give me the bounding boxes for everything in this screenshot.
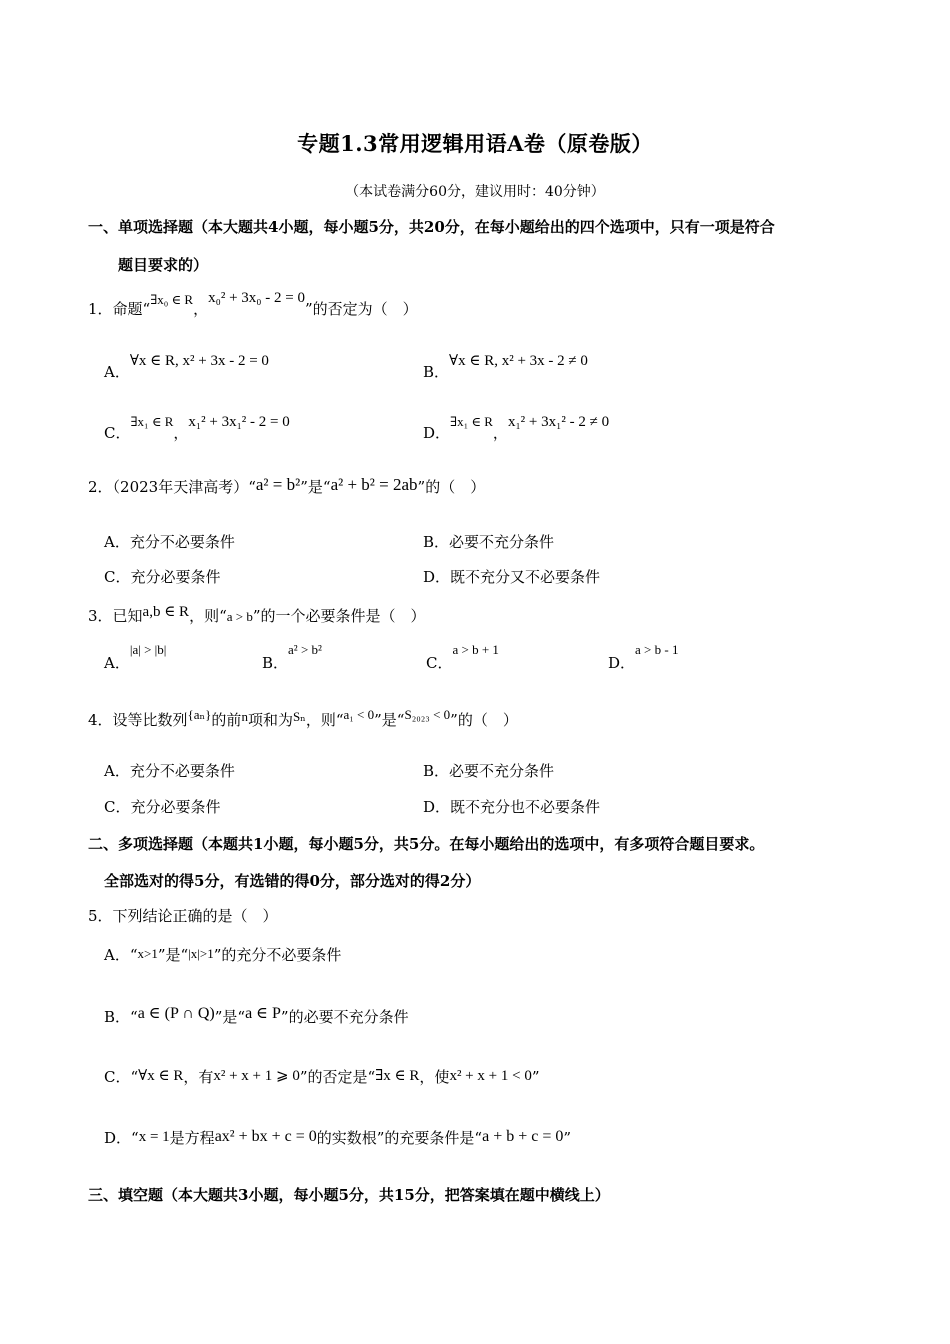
page-title: 专题1.3常用逻辑用语A卷（原卷版） bbox=[297, 131, 653, 156]
q5-option-a bbox=[104, 944, 341, 965]
q5-option-a-text-1: ”是“ bbox=[157, 946, 189, 964]
q2-option-a: A．充分不必要条件 bbox=[104, 533, 235, 551]
question-3 bbox=[88, 605, 426, 626]
q5-option-c-text-4: ” bbox=[531, 1068, 540, 1086]
question-1 bbox=[88, 290, 418, 319]
q5-option-d-text-2: 的实数根”的充要条件是“ bbox=[316, 1129, 483, 1147]
q1-option-d-math-1: ∃x₁ ∈ R bbox=[450, 414, 493, 429]
question-3-math-1: a,b ∈ R bbox=[142, 604, 190, 620]
question-4-p3: 项和为 bbox=[247, 711, 293, 729]
section2-heading: 二、多项选择题（本题共1小题，每小题5分，共5分。在每小题给出的选项中，有多项符合题目要求。 bbox=[88, 835, 765, 853]
q2-option-c: C．充分必要条件 bbox=[104, 568, 221, 586]
q1-option-d-label: D． bbox=[423, 424, 451, 442]
question-2-math-1: a² = b² bbox=[255, 475, 301, 494]
q1-option-a-math: ∀x ∈ R, x² + 3x - 2 = 0 bbox=[129, 353, 269, 369]
page-subtitle: （本试卷满分60分，建议用时：40分钟） bbox=[345, 184, 605, 200]
q5-option-c-math-1: ∀x ∈ R bbox=[138, 1068, 184, 1084]
question-1-prefix: 1．命题“ bbox=[88, 300, 151, 318]
q2-option-b: B．必要不充分条件 bbox=[423, 533, 555, 551]
question-4 bbox=[88, 709, 518, 730]
q3-option-a bbox=[104, 642, 167, 673]
q5-option-b-text-1: ”是“ bbox=[214, 1008, 246, 1026]
q3-option-d-math: a > b - 1 bbox=[635, 642, 679, 657]
q5-option-d-text-3: ” bbox=[563, 1129, 572, 1147]
question-4-p5: ”是“ bbox=[374, 711, 405, 729]
q1-option-b-label: B． bbox=[423, 363, 450, 381]
q5-option-d-label: D．“ bbox=[104, 1129, 139, 1147]
question-4-math-1: {aₙ} bbox=[187, 707, 212, 722]
q5-option-d bbox=[104, 1127, 571, 1148]
q3-option-d-label: D． bbox=[608, 654, 636, 672]
question-4-p2: 的前 bbox=[211, 711, 242, 729]
q3-option-b bbox=[262, 642, 322, 673]
q5-option-c-text-2: ”的否定是“ bbox=[299, 1068, 376, 1086]
q4-option-b: B．必要不充分条件 bbox=[423, 762, 555, 780]
q5-option-b-math-2: a ∈ P bbox=[245, 1005, 281, 1022]
q1-option-c-label: C． bbox=[104, 424, 131, 442]
q1-option-d-comma: ， bbox=[492, 424, 508, 442]
question-2-tail: ”的（ ） bbox=[417, 478, 486, 496]
question-2-math-2: a² + b² = 2ab bbox=[330, 475, 418, 494]
question-4-tail: ”的（ ） bbox=[450, 711, 518, 729]
q5-option-b-label: B．“ bbox=[104, 1008, 138, 1026]
question-1-math-1: ∃x₀ ∈ R bbox=[150, 292, 194, 307]
question-1-comma: ， bbox=[193, 300, 209, 318]
q5-option-d-math-2: ax² + bx + c = 0 bbox=[214, 1128, 317, 1145]
q4-option-a: A．充分不必要条件 bbox=[104, 762, 235, 780]
q5-option-d-text-1: 是方程 bbox=[169, 1129, 215, 1147]
q1-option-a-label: A． bbox=[104, 363, 130, 381]
q1-option-c-math-2: x₁² + 3x₁² - 2 = 0 bbox=[188, 414, 290, 430]
q5-option-b-math-1: a ∈ (P ∩ Q) bbox=[137, 1005, 215, 1022]
question-3-prefix: 3．已知 bbox=[88, 607, 143, 625]
question-2 bbox=[88, 476, 485, 497]
q5-option-d-math-1: x = 1 bbox=[138, 1129, 170, 1145]
q1-option-b bbox=[423, 353, 588, 382]
question-3-tail: ”的一个必要条件是（ ） bbox=[252, 607, 426, 625]
section2-heading-cont: 全部选对的得5分，有选错的得0分，部分选对的得2分） bbox=[104, 872, 481, 890]
q5-option-c-text-1: ，有 bbox=[183, 1068, 214, 1086]
q5-option-c-label: C．“ bbox=[104, 1068, 139, 1086]
q3-option-b-label: B． bbox=[262, 654, 289, 672]
q1-option-c-comma: ， bbox=[173, 424, 189, 442]
q5-option-d-math-3: a + b + c = 0 bbox=[482, 1128, 564, 1145]
question-3-mid: ，则“ bbox=[189, 607, 227, 625]
section3-heading: 三、填空题（本大题共3小题，每小题5分，共15分，把答案填在题中横线上） bbox=[88, 1186, 610, 1204]
q3-option-c-label: C． bbox=[426, 654, 453, 672]
q3-option-a-math: |a| > |b| bbox=[129, 642, 167, 657]
question-5: 5．下列结论正确的是（ ） bbox=[88, 907, 278, 925]
q2-option-d: D．既不充分又不必要条件 bbox=[423, 568, 601, 586]
section1-heading-cont: 题目要求的） bbox=[118, 256, 209, 274]
q3-option-c bbox=[426, 642, 499, 673]
question-4-prefix: 4．设等比数列 bbox=[88, 711, 188, 729]
q5-option-c-math-2: x² + x + 1 ⩾ 0 bbox=[213, 1068, 300, 1084]
q5-option-a-text-2: ”的充分不必要条件 bbox=[213, 946, 342, 964]
question-1-math-2: x₀² + 3x₀ - 2 = 0 bbox=[208, 290, 305, 306]
question-1-tail: ”的否定为（ ） bbox=[305, 300, 418, 318]
q1-option-c-math-1: ∃x₁ ∈ R bbox=[130, 414, 174, 429]
q5-option-b bbox=[104, 1006, 409, 1027]
q3-option-d bbox=[608, 642, 679, 673]
q5-option-c bbox=[104, 1066, 540, 1087]
q4-option-d: D．既不充分也不必要条件 bbox=[423, 798, 601, 816]
q5-option-b-text-2: ”的必要不充分条件 bbox=[280, 1008, 409, 1026]
q5-option-a-math-1: x>1 bbox=[137, 946, 158, 961]
question-4-p4: ，则“ bbox=[305, 711, 344, 729]
q5-option-c-math-4: x² + x + 1 < 0 bbox=[449, 1068, 532, 1084]
question-3-math-2: a > b bbox=[226, 609, 253, 624]
section1-heading: 一、单项选择题（本大题共4小题，每小题5分，共20分，在每小题给出的四个选项中，只有一项是符合 bbox=[88, 218, 775, 236]
q5-option-a-math-2: |x|>1 bbox=[188, 946, 214, 961]
question-2-prefix: 2．（2023年天津高考）“ bbox=[88, 478, 256, 496]
q1-option-d-math-2: x₁² + 3x₁² - 2 ≠ 0 bbox=[507, 414, 610, 430]
q1-option-b-math: ∀x ∈ R, x² + 3x - 2 ≠ 0 bbox=[449, 353, 588, 369]
q5-option-a-label: A．“ bbox=[104, 946, 138, 964]
question-4-math-2: n bbox=[241, 709, 248, 724]
q1-option-a bbox=[104, 353, 269, 382]
q3-option-a-label: A． bbox=[104, 654, 130, 672]
q3-option-c-math: a > b + 1 bbox=[452, 642, 499, 657]
question-2-mid: ”是“ bbox=[300, 478, 331, 496]
q5-option-c-math-3: ∃x ∈ R bbox=[375, 1068, 420, 1084]
question-4-math-5: S₂₀₂₃ < 0 bbox=[404, 707, 451, 722]
q3-option-b-math: a² > b² bbox=[288, 642, 322, 657]
q5-option-c-text-3: ，使 bbox=[419, 1068, 450, 1086]
question-4-math-4: a₁ < 0 bbox=[343, 707, 375, 722]
q4-option-c: C．充分必要条件 bbox=[104, 798, 221, 816]
question-4-math-3: Sₙ bbox=[292, 709, 306, 724]
